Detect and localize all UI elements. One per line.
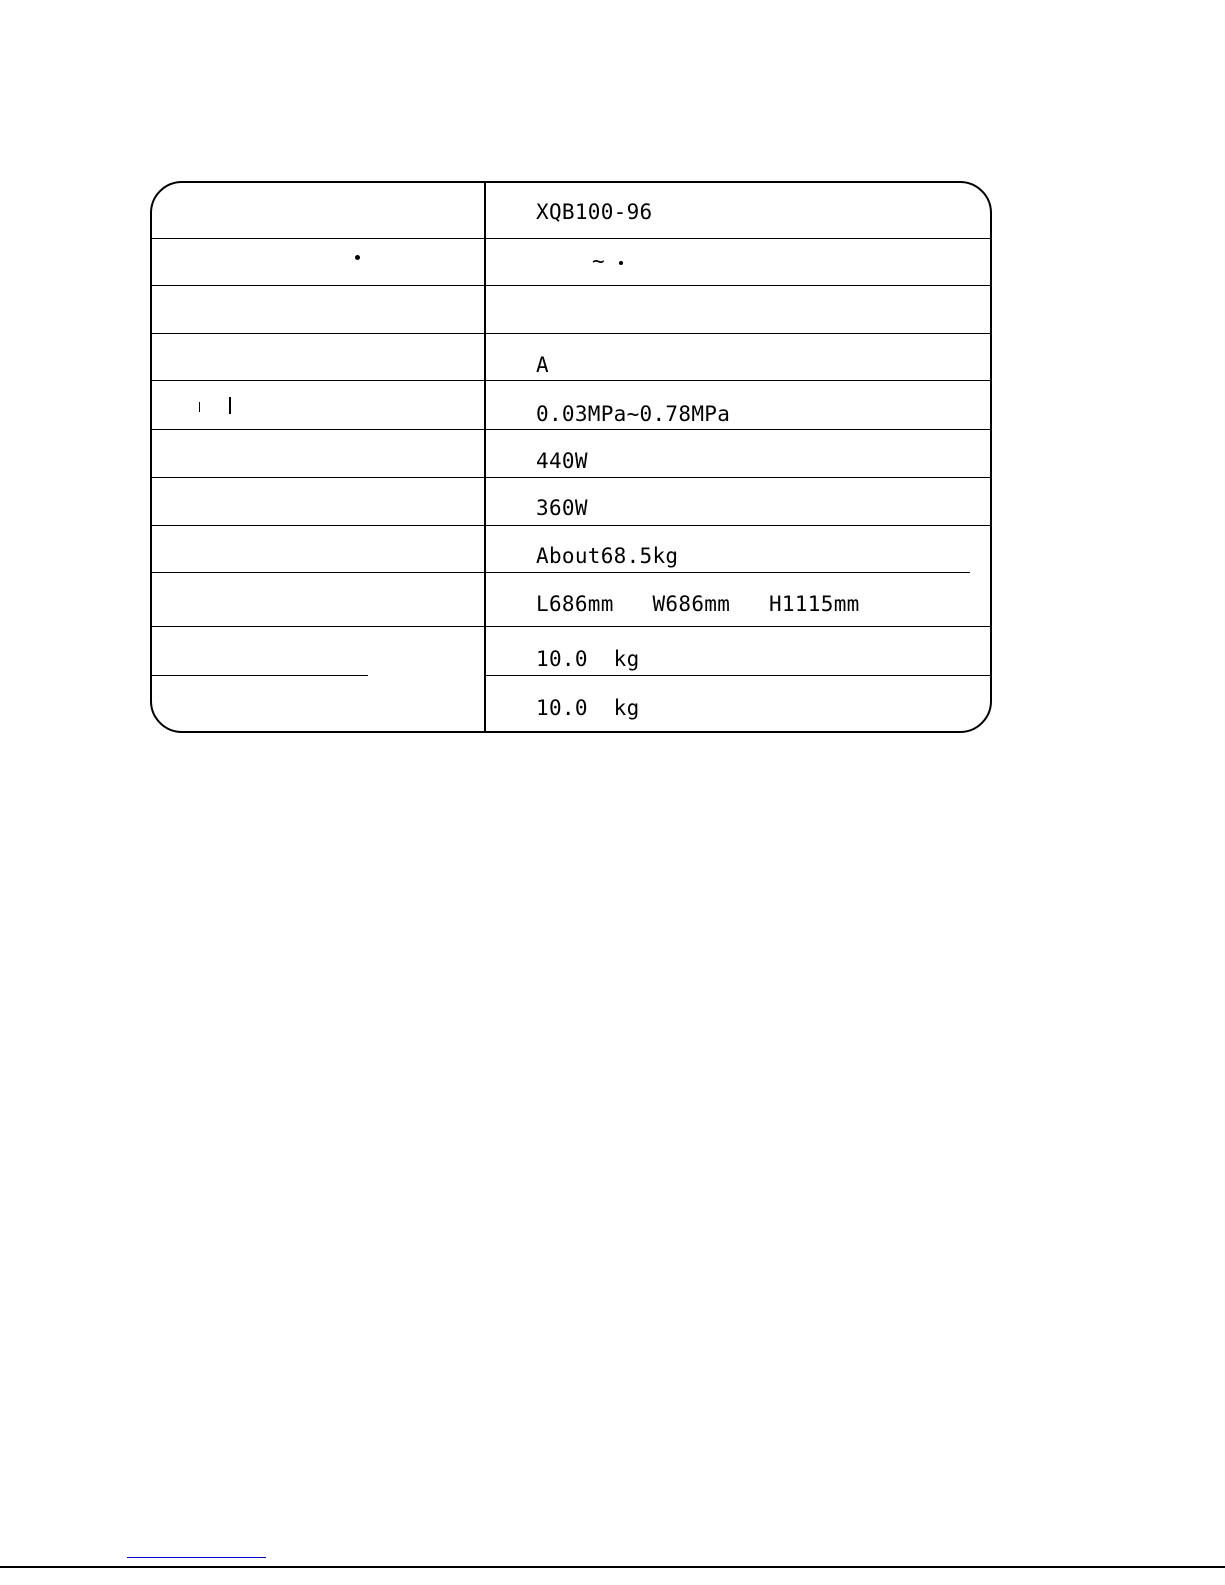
bullet-mark <box>355 255 360 260</box>
dimensions-value: L686mm W686mm H1115mm <box>536 592 860 616</box>
row-divider <box>152 285 990 286</box>
row-divider <box>152 675 368 676</box>
model-value: XQB100-96 <box>536 200 653 224</box>
wash-power-value: 440W <box>536 449 588 473</box>
spin-capacity-value: 10.0 kg <box>536 696 640 720</box>
row-divider <box>152 626 990 627</box>
row-divider <box>152 333 990 334</box>
spec-table <box>150 181 992 733</box>
row-divider <box>484 675 992 676</box>
footer-rule <box>0 1566 1225 1568</box>
row-divider <box>152 525 990 526</box>
row-divider <box>152 380 990 381</box>
weight-value: About68.5kg <box>536 544 679 568</box>
row-divider <box>152 477 990 478</box>
bar-mark <box>199 402 200 412</box>
bullet-mark <box>619 261 623 265</box>
row-divider <box>152 572 970 573</box>
column-divider <box>484 183 486 731</box>
voltage-value: ~ <box>592 249 605 273</box>
row-divider <box>152 238 990 239</box>
current-value: A <box>536 353 549 377</box>
footer-link-underline <box>127 1557 266 1558</box>
wash-capacity-value: 10.0 kg <box>536 647 640 671</box>
water-pressure-value: 0.03MPa~0.78MPa <box>536 402 731 426</box>
row-divider <box>152 429 990 430</box>
spin-power-value: 360W <box>536 496 588 520</box>
bar-mark <box>229 397 231 414</box>
